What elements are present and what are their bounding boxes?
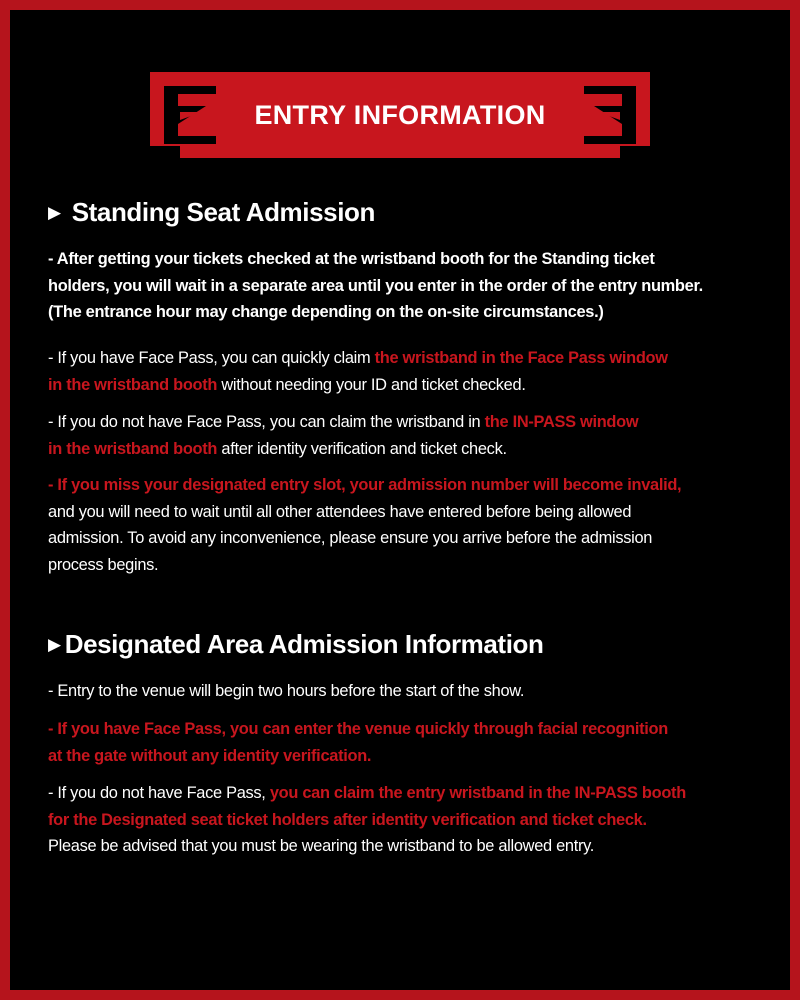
designated-item-1: - Entry to the venue will begin two hours before the start of the show. <box>48 682 525 700</box>
standing-item-4: - If you miss your designated entry slot, your admission number will become invalid, and you will need to wait until all other attendees have entered before being allowed admission. To avoid any inconvenience, please ensure you arrive before the admission process begins. <box>48 476 682 574</box>
designated-item-3: - If you do not have Face Pass, you can claim the entry wristband in the IN-PASS booth for the Designated seat ticket holders after identity verification and ticket check. Please be advised that you must be wearing the wristband to be allowed entry. <box>48 784 686 855</box>
header-banner <box>150 72 650 158</box>
section-title-standing: ▶ Standing Seat Admission <box>48 197 376 227</box>
designated-item-2: - If you have Face Pass, you can enter the venue quickly through facial recognition at the gate without any identity verification. <box>48 720 668 765</box>
standing-item-2: - If you have Face Pass, you can quickly claim the wristband in the Face Pass window in the wristband booth without needing your ID and ticket checked. <box>48 349 668 394</box>
page-title: ENTRY INFORMATION <box>254 99 546 130</box>
standing-item-1: - After getting your tickets checked at the wristband booth for the Standing ticket holders, you will wait in a separate area until you enter in the order of the entry number. (The entrance hour may change depending on the on-site circumstances.) <box>48 250 703 321</box>
page-frame <box>10 10 790 990</box>
play-triangle-icon: ▶ <box>48 635 61 654</box>
play-triangle-icon: ▶ <box>48 203 61 222</box>
section-title-designated: ▶ Designated Area Admission Information <box>48 629 544 659</box>
standing-item-3: - If you do not have Face Pass, you can claim the wristband in the IN-PASS window in the wristband booth after identity verification and ticket check. <box>48 413 639 458</box>
